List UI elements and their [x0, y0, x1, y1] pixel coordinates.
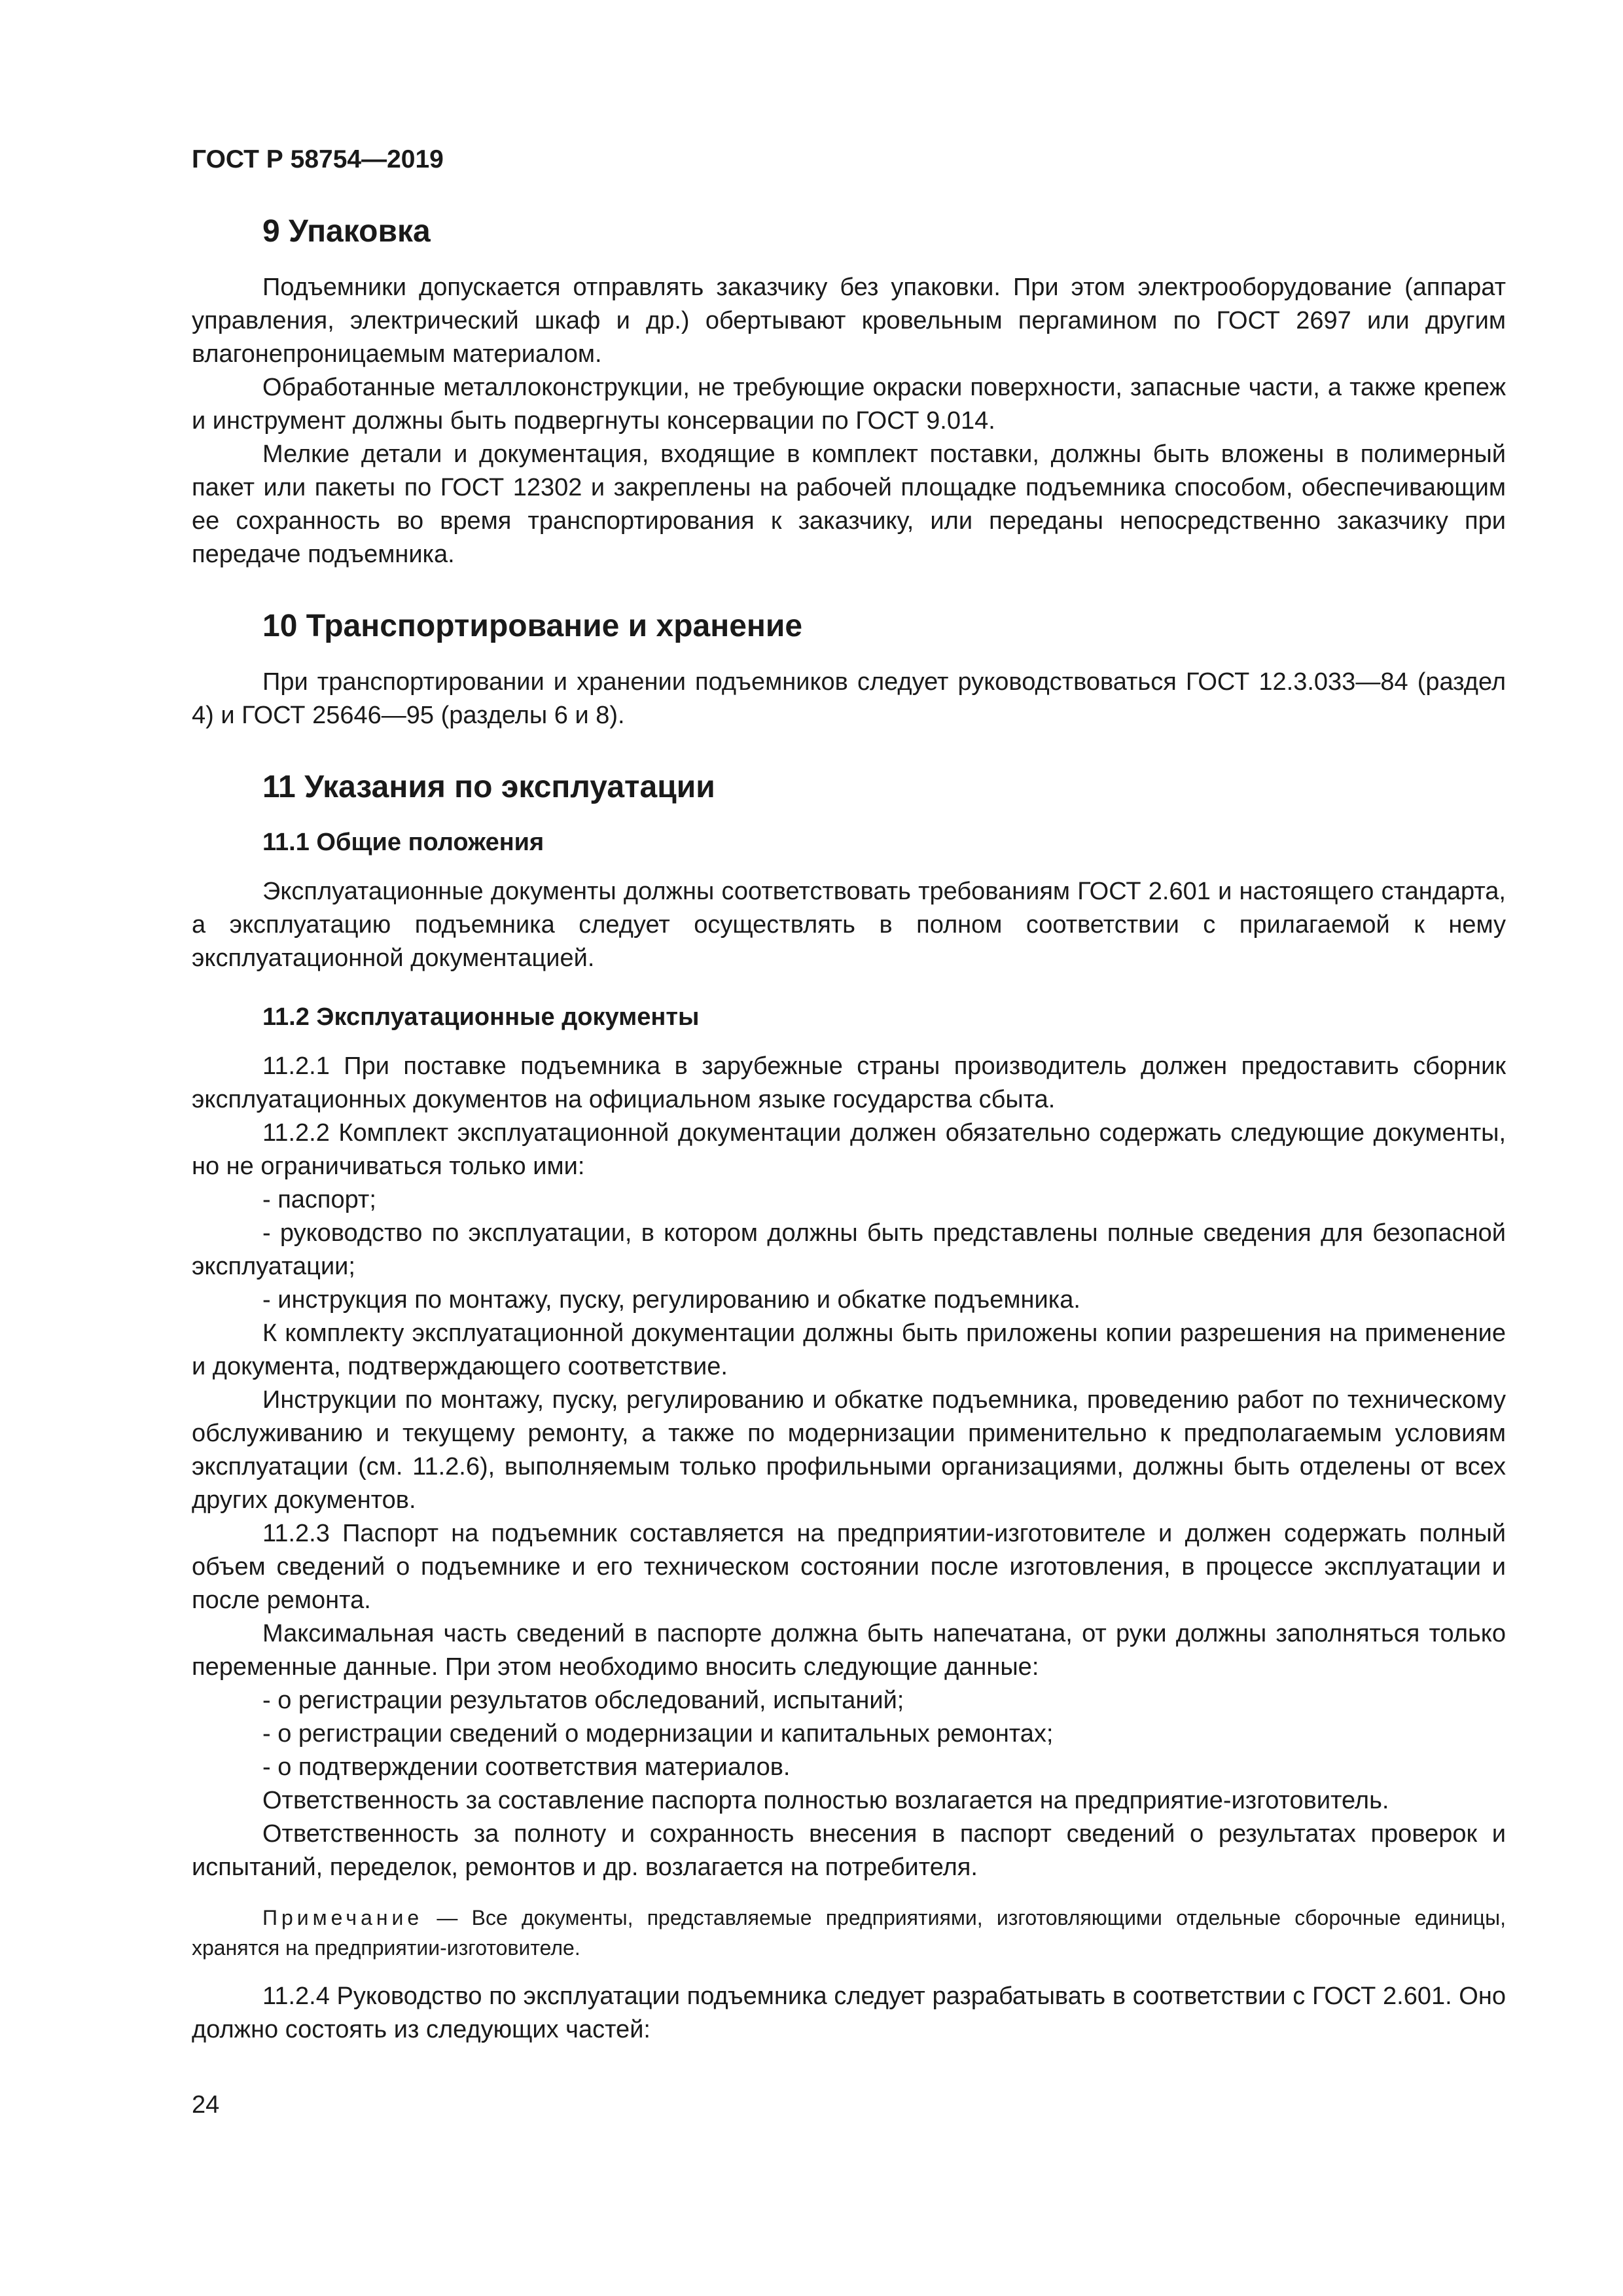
note-text: — Все документы, представляемые предприятиями, изготовляющими отдельные сборочные единицы, хранятся на предприятии-изготовителе. — [192, 1906, 1506, 1960]
section-10-transport-storage — [192, 607, 1506, 732]
section-title: 10 Транспортирование и хранение — [262, 609, 803, 643]
subsection-title: 11.1 Общие положения — [262, 829, 544, 856]
document-page — [192, 144, 1506, 2047]
list-item: - паспорт; — [262, 1186, 376, 1213]
paragraph: Инструкции по монтажу, пуску, регулированию и обкатке подъемника, проведению работ по техническому обслуживанию и текущему ремонту, а также по модернизации применительно к предполагаемым условиям эксплуатации (см. 11.2.6), выполняемым только профильными организациями, должны быть отделены от всех других документов. — [192, 1386, 1506, 1514]
paragraph: Обработанные металлоконструкции, не требующие окраски поверхности, запасные части, а также крепеж и инструмент должны быть подвергнуты консервации по ГОСТ 9.014. — [192, 374, 1506, 435]
paragraph: 11.2.2 Комплект эксплуатационной документации должен обязательно содержать следующие документы, но не ограничиваться только ими: — [192, 1119, 1506, 1180]
paragraph: Эксплуатационные документы должны соответствовать требованиям ГОСТ 2.601 и настоящего стандарта, а эксплуатацию подъемника следует осуществлять в полном соответствии с прилагаемой к нему эксплуатационной документацией. — [192, 878, 1506, 972]
paragraph: 11.2.1 При поставке подъемника в зарубежные страны производитель должен предоставить сборник эксплуатационных документов на официальном языке государства сбыта. — [192, 1052, 1506, 1113]
subsection-title: 11.2 Эксплуатационные документы — [262, 1003, 700, 1031]
paragraph: Подъемники допускается отправлять заказчику без упаковки. При этом электрооборудование (аппарат управления, электрический шкаф и др.) обертывают кровельным пергамином по ГОСТ 2697 или другим влагонепроницаемым материалом. — [192, 274, 1506, 368]
note — [192, 1903, 1506, 1963]
document-code: ГОСТ Р 58754—2019 — [192, 145, 444, 173]
list-item: - о подтверждении соответствия материалов. — [262, 1753, 791, 1781]
list-item: - о регистрации сведений о модернизации и капитальных ремонтах; — [262, 1720, 1054, 1748]
section-title: 9 Упаковка — [262, 214, 431, 249]
paragraph: К комплекту эксплуатационной документации должны быть приложены копии разрешения на применение и документа, подтверждающего соответствие. — [192, 1319, 1506, 1380]
note-label: Примечание — [262, 1906, 423, 1929]
paragraph: 11.2.3 Паспорт на подъемник составляется на предприятии-изготовителе и должен содержать полный объем сведений о подъемнике и его техническом состоянии после изготовления, в процессе эксплуатации и после ремонта. — [192, 1520, 1506, 1614]
paragraph: Ответственность за полноту и сохранность внесения в паспорт сведений о результатах проверок и испытаний, переделок, ремонтов и др. возлагается на потребителя. — [192, 1820, 1506, 1881]
section-11-operation — [192, 768, 1506, 2047]
paragraph: Максимальная часть сведений в паспорте должна быть напечатана, от руки должны заполняться только переменные данные. При этом необходимо вносить следующие данные: — [192, 1620, 1506, 1681]
list-item: - руководство по эксплуатации, в котором должны быть представлены полные сведения для безопасной эксплуатации; — [192, 1219, 1506, 1280]
paragraph: 11.2.4 Руководство по эксплуатации подъемника следует разрабатывать в соответствии с ГОСТ 2.601. Оно должно состоять из следующих частей: — [192, 1982, 1506, 2043]
section-title: 11 Указания по эксплуатации — [262, 770, 715, 804]
subsection-11-2 — [192, 1001, 1506, 2047]
paragraph: Ответственность за составление паспорта полностью возлагается на предприятие-изготовитель. — [262, 1787, 1389, 1814]
section-9-packaging — [192, 212, 1506, 571]
paragraph: Мелкие детали и документация, входящие в комплект поставки, должны быть вложены в полимерный пакет или пакеты по ГОСТ 12302 и закреплены на рабочей площадке подъемника способом, обеспечивающим ее сохранность во время транспортирования к заказчику, или переданы непосредственно заказчику при передаче подъемника. — [192, 440, 1506, 568]
list-item: - инструкция по монтажу, пуску, регулированию и обкатке подъемника. — [262, 1286, 1080, 1314]
page-number: 24 — [192, 2091, 220, 2119]
subsection-11-1 — [192, 827, 1506, 975]
paragraph: При транспортировании и хранении подъемников следует руководствоваться ГОСТ 12.3.033—84 (раздел 4) и ГОСТ 25646—95 (разделы 6 и 8). — [192, 668, 1506, 729]
list-item: - о регистрации результатов обследований, испытаний; — [262, 1687, 904, 1714]
